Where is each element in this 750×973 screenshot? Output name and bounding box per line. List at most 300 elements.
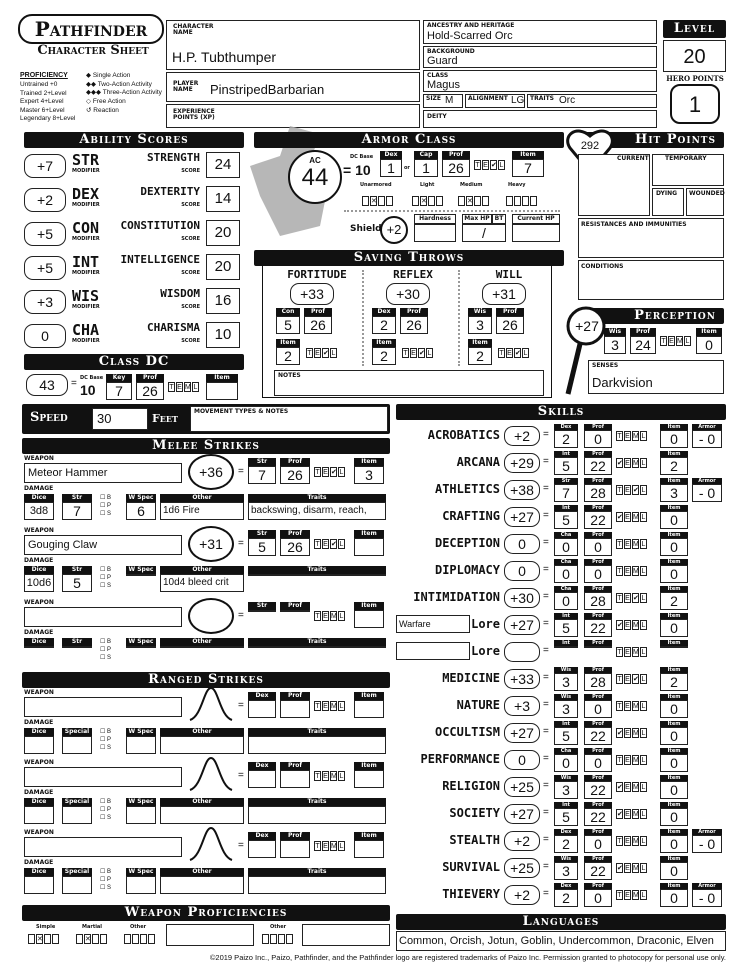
movement-notes[interactable]	[190, 406, 388, 432]
melee-1-other[interactable]: 1d6 Fire	[160, 502, 244, 520]
skill-diplomacy-item[interactable]: 0	[660, 565, 688, 583]
skill-religion-prof[interactable]: 22	[584, 781, 612, 799]
skill-thievery-prof[interactable]: 0	[584, 889, 612, 907]
skill-deception-item[interactable]: 0	[660, 538, 688, 556]
melee-3-dmg-str-label: Str	[62, 638, 92, 646]
skill-athletics-attr[interactable]: 7	[554, 484, 578, 502]
perception-total[interactable]: +27	[575, 318, 599, 334]
melee-2-item[interactable]	[354, 538, 384, 556]
skill-nature-total[interactable]: +3	[504, 696, 540, 716]
reflex-total[interactable]: +30	[386, 283, 430, 305]
skill-occultism-teml[interactable]: ✔ E M L	[617, 730, 646, 737]
skill-religion-teml[interactable]: ✔ E M L	[617, 784, 646, 791]
skill-stealth-total[interactable]: +2	[504, 831, 540, 851]
skill-survival-total[interactable]: +25	[504, 858, 540, 878]
ac-dex[interactable]: 1	[380, 159, 402, 177]
action-legend	[86, 72, 162, 116]
fortitude-prof[interactable]: 26	[304, 316, 332, 334]
skill-lore-8-total[interactable]	[504, 642, 540, 662]
skill-stealth-item[interactable]: 0	[660, 835, 688, 853]
ranged-1-special[interactable]	[62, 736, 92, 754]
skill-nature-attr[interactable]: 3	[554, 700, 578, 718]
skill-survival-item[interactable]: 0	[660, 862, 688, 880]
hp-current[interactable]	[578, 154, 650, 216]
skill-medicine-prof[interactable]: 28	[584, 673, 612, 691]
skill-diplomacy-prof[interactable]: 0	[584, 565, 612, 583]
skill-survival-attr[interactable]: 3	[554, 862, 578, 880]
ranged-3-teml[interactable]: T E M L	[315, 843, 344, 850]
melee-2-dmg-str-label: Str	[62, 566, 92, 574]
melee-3-traits-label: Traits	[248, 638, 386, 646]
resistances-label: RESISTANCES AND IMMUNITIES	[581, 221, 687, 228]
skill-crafting-prof[interactable]: 22	[584, 511, 612, 529]
skill-society-attr[interactable]: 5	[554, 808, 578, 826]
fortitude-attr[interactable]: 5	[276, 316, 300, 334]
ac-circle[interactable]	[288, 150, 342, 204]
skill-acrobatics-attr[interactable]: 2	[554, 430, 578, 448]
melee-3-traits[interactable]	[248, 646, 386, 648]
skill-lore-8-teml[interactable]: T E M L	[617, 649, 646, 656]
ranged-3-dex[interactable]	[248, 840, 276, 858]
will-item[interactable]: 2	[468, 347, 492, 365]
hp-wounded[interactable]	[686, 188, 724, 216]
save-notes[interactable]	[274, 370, 544, 396]
hardness[interactable]	[414, 224, 456, 242]
melee-1-item[interactable]: 3	[354, 466, 384, 484]
skill-athletics-teml[interactable]: T E ✔ L	[617, 487, 646, 494]
ranged-1-dex[interactable]	[248, 700, 276, 718]
skill-lore-7-prof[interactable]: 22	[584, 619, 612, 637]
dex-score[interactable]: 14	[206, 186, 240, 212]
skill-medicine-teml[interactable]: T E ✔ L	[617, 676, 646, 683]
melee-2-weapon-label: WEAPON	[24, 527, 54, 534]
skill-intimidation-total[interactable]: +30	[504, 588, 540, 608]
skill-society-teml[interactable]: ✔ E M L	[617, 811, 646, 818]
melee-3-attack-total[interactable]	[188, 598, 234, 634]
light-teml[interactable]: ✕	[412, 196, 444, 206]
melee-2-wspec[interactable]	[126, 574, 156, 576]
ranged-3-item[interactable]	[354, 840, 384, 858]
skill-crafting-attr[interactable]: 5	[554, 511, 578, 529]
skill-arcana-total[interactable]: +29	[504, 453, 540, 473]
skill-religion-total[interactable]: +25	[504, 777, 540, 797]
melee-3-dice[interactable]	[24, 646, 54, 648]
melee-1-dice[interactable]: 3d8	[24, 502, 54, 520]
skill-lore-8-topic[interactable]	[396, 642, 470, 660]
ranged-3-prof[interactable]	[280, 840, 310, 858]
character-name-box[interactable]	[166, 20, 420, 70]
skill-acrobatics-teml[interactable]: T E M L	[617, 433, 646, 440]
str-abbr: STR	[72, 151, 100, 169]
class-dc-base-label: DC Base	[80, 375, 104, 381]
skill-performance-item-label: Item	[660, 748, 688, 754]
skill-occultism-attr-label: Int	[554, 721, 578, 727]
skill-thievery-item[interactable]: 0	[660, 889, 688, 907]
ranged-1-prof-label: Prof	[280, 692, 310, 700]
melee-2-dmg-str[interactable]: 5	[62, 574, 92, 592]
ranged-1-damage-label: DAMAGE	[24, 719, 54, 726]
int-abbr: INT	[72, 253, 100, 271]
skill-athletics-prof-label: Prof	[584, 478, 612, 484]
shield-maxhp[interactable]: /	[462, 224, 506, 242]
background-box[interactable]	[423, 46, 657, 68]
ranged-1-weapon[interactable]	[24, 697, 182, 717]
unarmored-teml[interactable]: ✕	[362, 196, 394, 206]
ranged-1-dice[interactable]	[24, 736, 54, 754]
reflex-attr[interactable]: 2	[372, 316, 396, 334]
skill-acrobatics-item[interactable]: 0	[660, 430, 688, 448]
ranged-1-other[interactable]	[160, 736, 244, 754]
melee-2-other[interactable]: 10d4 bleed crit	[160, 574, 244, 592]
skill-religion-attr[interactable]: 3	[554, 781, 578, 799]
melee-2-traits-label: Traits	[248, 566, 386, 574]
skill-diplomacy-attr[interactable]: 0	[554, 565, 578, 583]
skill-lore-8-attr[interactable]	[554, 646, 578, 648]
deity-box[interactable]	[423, 110, 657, 128]
skill-athletics-item[interactable]: 3	[660, 484, 688, 502]
skill-intimidation-prof[interactable]: 28	[584, 592, 612, 610]
level[interactable]: 20	[663, 40, 726, 72]
skill-thievery-teml[interactable]: T E M L	[617, 892, 646, 899]
reflex-teml[interactable]: T E ✔ L	[403, 350, 432, 357]
ac-base: 10	[355, 162, 371, 178]
size-box[interactable]	[423, 94, 463, 108]
skill-crafting-teml[interactable]: ✔ E M L	[617, 514, 646, 521]
int-modifier[interactable]: +5	[24, 256, 66, 280]
melee-2-str[interactable]: 5	[248, 538, 276, 556]
ac-teml[interactable]: T E ✔ L	[475, 162, 504, 169]
melee-1-teml[interactable]: T E ✔ L	[315, 469, 344, 476]
perception-prof[interactable]: 24	[630, 336, 656, 354]
skill-arcana-attr[interactable]: 5	[554, 457, 578, 475]
skill-medicine-total[interactable]: +33	[504, 669, 540, 689]
ranged-1-traits[interactable]	[248, 736, 386, 754]
alignment-box[interactable]	[465, 94, 525, 108]
ac-item[interactable]: 7	[512, 159, 544, 177]
melee-2-teml[interactable]: T E ✔ L	[315, 541, 344, 548]
skill-religion-equals: =	[543, 780, 549, 791]
will-prof[interactable]: 26	[496, 316, 524, 334]
melee-1-prof[interactable]: 26	[280, 466, 310, 484]
ranged-2-traits[interactable]	[248, 806, 386, 824]
ac-label: AC	[309, 156, 321, 165]
ranged-3-special[interactable]	[62, 876, 92, 894]
melee-1-weapon[interactable]: Meteor Hammer	[24, 463, 182, 483]
skill-athletics-total[interactable]: +38	[504, 480, 540, 500]
skill-diplomacy-attr-label: Cha	[554, 559, 578, 565]
other-prof-field[interactable]	[166, 924, 254, 946]
ranged-1-damage-type[interactable]: ☐ B ☐ P ☐ S	[100, 729, 112, 751]
skill-nature-prof[interactable]: 0	[584, 700, 612, 718]
skill-nature-teml[interactable]: T E M L	[617, 703, 646, 710]
str-score[interactable]: 24	[206, 152, 240, 178]
skill-lore-8-prof-label: Prof	[584, 640, 612, 646]
melee-2-weapon[interactable]: Gouging Claw	[24, 535, 182, 555]
melee-2-str-label: Str	[248, 530, 276, 538]
melee-1-str[interactable]: 7	[248, 466, 276, 484]
skill-arcana-attr-label: Int	[554, 451, 578, 457]
cha-score[interactable]: 10	[206, 322, 240, 348]
class-dc-title: Class DC	[24, 354, 244, 370]
martial-teml[interactable]: ✕	[76, 934, 108, 944]
ranged-2-teml[interactable]: T E M L	[315, 773, 344, 780]
shield-currenthp[interactable]	[512, 224, 560, 242]
skill-performance-attr[interactable]: 0	[554, 754, 578, 772]
skill-religion-item[interactable]: 0	[660, 781, 688, 799]
skill-medicine-item[interactable]: 2	[660, 673, 688, 691]
resistances-box[interactable]	[578, 218, 724, 258]
heavy-teml[interactable]	[506, 196, 538, 206]
skill-survival-teml[interactable]: ✔ E M L	[617, 865, 646, 872]
skill-lore-7-attr[interactable]: 5	[554, 619, 578, 637]
skill-nature-prof-label: Prof	[584, 694, 612, 700]
ranged-2-dex-label: Dex	[248, 762, 276, 770]
skill-stealth-teml[interactable]: T E M L	[617, 838, 646, 845]
melee-1-traits[interactable]: backswing, disarm, reach,	[248, 502, 386, 520]
skill-intimidation-attr[interactable]: 0	[554, 592, 578, 610]
shield-value[interactable]: +2	[380, 216, 408, 244]
skill-thievery-attr[interactable]: 2	[554, 889, 578, 907]
melee-2-traits[interactable]	[248, 574, 386, 576]
reflex-prof[interactable]: 26	[400, 316, 428, 334]
medium-teml[interactable]: ✕	[458, 196, 490, 206]
melee-3-prof[interactable]	[280, 610, 310, 612]
perception-teml[interactable]: T E M L	[661, 338, 690, 345]
perception-item[interactable]: 0	[696, 336, 722, 354]
skill-deception-attr[interactable]: 0	[554, 538, 578, 556]
skill-intimidation-item[interactable]: 2	[660, 592, 688, 610]
movement-notes-label: MOVEMENT TYPES & NOTES	[194, 408, 289, 415]
ranged-2-weapon[interactable]	[24, 767, 182, 787]
reflex-item[interactable]: 2	[372, 347, 396, 365]
ranged-2-dice[interactable]	[24, 806, 54, 824]
perception-wis[interactable]: 3	[604, 336, 626, 354]
skill-lore-7-teml[interactable]: ✔ E M L	[617, 622, 646, 629]
skill-thievery-armor[interactable]: - 0	[692, 889, 722, 907]
skill-lore-8-item-label: Item	[660, 640, 688, 646]
melee-3-dmg-str[interactable]	[62, 646, 92, 648]
skill-acrobatics-name: ACROBATICS	[427, 428, 500, 442]
class-dc-prof[interactable]: 26	[136, 382, 164, 400]
skill-lore-8-prof[interactable]	[584, 646, 612, 648]
ranged-2-other[interactable]	[160, 806, 244, 824]
action-line: Single Action	[92, 72, 131, 79]
skill-diplomacy-teml[interactable]: T E M L	[617, 568, 646, 575]
skill-arcana-item[interactable]: 2	[660, 457, 688, 475]
fortitude-teml[interactable]: T E ✔ L	[307, 350, 336, 357]
skill-occultism-item[interactable]: 0	[660, 727, 688, 745]
fortitude-item[interactable]: 2	[276, 347, 300, 365]
hero-points[interactable]: 1	[670, 84, 720, 124]
melee-3-other[interactable]	[160, 646, 244, 648]
simple-teml[interactable]: ✕	[28, 934, 60, 944]
ranged-3-dice[interactable]	[24, 876, 54, 894]
skill-arcana-name: ARCANA	[456, 455, 500, 469]
melee-3-teml[interactable]: T E M L	[315, 613, 344, 620]
skill-society-item[interactable]: 0	[660, 808, 688, 826]
skill-lore-7-topic[interactable]: Warfare	[396, 615, 470, 633]
will-teml[interactable]: T E ✔ L	[499, 350, 528, 357]
skill-athletics-armor[interactable]: - 0	[692, 484, 722, 502]
skill-lore-8-name: Lore	[471, 644, 500, 658]
skill-diplomacy-name: DIPLOMACY	[434, 563, 500, 577]
ranged-2-dex[interactable]	[248, 770, 276, 788]
ranged-1-prof[interactable]	[280, 700, 310, 718]
melee-1-dmg-str[interactable]: 7	[62, 502, 92, 520]
skill-deception-teml[interactable]: T E M L	[617, 541, 646, 548]
languages[interactable]: Common, Orcish, Jotun, Goblin, Undercommon, Draconic, Elven	[396, 931, 726, 951]
skill-performance-item[interactable]: 0	[660, 754, 688, 772]
ranged-2-damage-type[interactable]: ☐ B ☐ P ☐ S	[100, 799, 112, 821]
other-prof-teml[interactable]	[124, 934, 156, 944]
class-dc-teml[interactable]: T E M L	[169, 384, 198, 391]
skill-deception-item-label: Item	[660, 532, 688, 538]
skill-lore-8-item[interactable]	[660, 646, 688, 648]
con-modifier[interactable]: +5	[24, 222, 66, 246]
class-dc-value[interactable]: 43	[26, 374, 68, 396]
melee-2-prof[interactable]: 26	[280, 538, 310, 556]
skill-intimidation-item-label: Item	[660, 586, 688, 592]
skill-intimidation-teml[interactable]: T E ✔ L	[617, 595, 646, 602]
melee-3-str[interactable]	[248, 610, 276, 612]
skill-arcana-teml[interactable]: ✔ E M L	[617, 460, 646, 467]
other-prof-label: Other	[130, 924, 147, 930]
player-name-box[interactable]	[166, 72, 420, 102]
melee-3-wspec[interactable]	[126, 646, 156, 648]
skill-crafting-total[interactable]: +27	[504, 507, 540, 527]
skill-arcana-prof-label: Prof	[584, 451, 612, 457]
skill-occultism-prof[interactable]: 22	[584, 727, 612, 745]
skill-stealth-armor[interactable]: - 0	[692, 835, 722, 853]
skill-acrobatics-total[interactable]: +2	[504, 426, 540, 446]
ranged-1-item[interactable]	[354, 700, 384, 718]
skill-deception-total[interactable]: 0	[504, 534, 540, 554]
prof-line: Trained 2+Level	[20, 89, 67, 97]
skill-acrobatics-armor[interactable]: - 0	[692, 430, 722, 448]
hp-wounded-label: WOUNDED	[689, 190, 725, 197]
reflex-item-label: Item	[372, 339, 396, 347]
skill-thievery-total[interactable]: +2	[504, 885, 540, 905]
xp-box[interactable]	[166, 104, 420, 128]
ranged-2-special[interactable]	[62, 806, 92, 824]
skill-athletics-prof[interactable]: 28	[584, 484, 612, 502]
other-prof-teml-2[interactable]	[262, 934, 294, 944]
hp-temporary[interactable]	[652, 154, 724, 186]
fortitude-divider	[362, 270, 364, 366]
wis-modifier[interactable]: +3	[24, 290, 66, 314]
skill-performance-total[interactable]: 0	[504, 750, 540, 770]
melee-1-damage-type[interactable]: ☐ B ☐ P ☐ S	[100, 495, 112, 517]
skill-crafting-item[interactable]: 0	[660, 511, 688, 529]
ac-cap[interactable]: 1	[414, 159, 438, 177]
melee-3-damage-type[interactable]: ☐ B ☐ P ☐ S	[100, 639, 112, 661]
melee-3-item[interactable]	[354, 610, 384, 628]
ranged-3-wspec[interactable]	[126, 876, 156, 894]
dex-modifier[interactable]: +2	[24, 188, 66, 212]
dex-modifier-label: MODIFIER	[72, 202, 100, 208]
skill-acrobatics-prof[interactable]: 0	[584, 430, 612, 448]
skill-performance-prof[interactable]: 0	[584, 754, 612, 772]
melee-2-damage-type[interactable]: ☐ B ☐ P ☐ S	[100, 567, 112, 589]
skill-stealth-attr[interactable]: 2	[554, 835, 578, 853]
other-prof-label-2: Other	[270, 924, 287, 930]
fortitude-total[interactable]: +33	[290, 283, 334, 305]
perception-title: Perception	[588, 308, 724, 324]
skill-lore-7-total[interactable]: +27	[504, 615, 540, 635]
skill-occultism-item-label: Item	[660, 721, 688, 727]
ranged-2-item[interactable]	[354, 770, 384, 788]
skill-arcana-prof[interactable]: 22	[584, 457, 612, 475]
class-box[interactable]	[423, 70, 657, 92]
skill-occultism-total[interactable]: +27	[504, 723, 540, 743]
melee-2-dice[interactable]: 10d6	[24, 574, 54, 592]
cha-modifier[interactable]: 0	[24, 324, 66, 348]
melee-1-attack-total[interactable]: +36	[188, 454, 234, 490]
skill-survival-prof[interactable]: 22	[584, 862, 612, 880]
ac-prof[interactable]: 26	[442, 159, 470, 177]
dex-score-label: SCORE	[181, 202, 200, 208]
skill-performance-teml[interactable]: T E M L	[617, 757, 646, 764]
class-dc-key[interactable]: 7	[106, 382, 132, 400]
traits-box[interactable]	[527, 94, 657, 108]
int-score[interactable]: 20	[206, 254, 240, 280]
other-prof-field-2[interactable]	[302, 924, 390, 946]
skill-nature-item[interactable]: 0	[660, 700, 688, 718]
ranged-3-damage-type[interactable]: ☐ B ☐ P ☐ S	[100, 869, 112, 891]
ranged-1-wspec[interactable]	[126, 736, 156, 754]
con-score[interactable]: 20	[206, 220, 240, 246]
will-attr[interactable]: 3	[468, 316, 492, 334]
conditions-box[interactable]	[578, 260, 724, 300]
ancestry-box[interactable]	[423, 20, 657, 44]
skill-religion-attr-label: Wis	[554, 775, 578, 781]
melee-2-attack-total[interactable]: +31	[188, 526, 234, 562]
ranged-3-traits-label: Traits	[248, 868, 386, 876]
skill-performance-equals: =	[543, 753, 549, 764]
shield-maxhp-label: Max HP	[462, 214, 492, 224]
skill-medicine-attr[interactable]: 3	[554, 673, 578, 691]
melee-1-wspec[interactable]: 6	[126, 502, 156, 520]
ranged-2-wspec[interactable]	[126, 806, 156, 824]
skill-diplomacy-total[interactable]: 0	[504, 561, 540, 581]
wis-score[interactable]: 16	[206, 288, 240, 314]
ranged-3-other[interactable]	[160, 876, 244, 894]
speed-value[interactable]: 30	[92, 408, 148, 430]
skill-society-total[interactable]: +27	[504, 804, 540, 824]
skill-survival-prof-label: Prof	[584, 856, 612, 862]
skill-intimidation-equals: =	[543, 591, 549, 602]
ranged-3-weapon[interactable]	[24, 837, 182, 857]
skill-lore-7-item[interactable]: 0	[660, 619, 688, 637]
ranged-3-traits[interactable]	[248, 876, 386, 894]
hp-max[interactable]: 292	[580, 140, 600, 152]
senses-box[interactable]	[588, 360, 724, 394]
will-total[interactable]: +31	[482, 283, 526, 305]
hp-dying[interactable]	[652, 188, 684, 216]
melee-strikes-title: Melee Strikes	[22, 438, 390, 454]
ranged-2-prof[interactable]	[280, 770, 310, 788]
skill-performance-name: PERFORMANCE	[420, 752, 500, 766]
str-modifier[interactable]: +7	[24, 154, 66, 178]
skill-society-prof[interactable]: 22	[584, 808, 612, 826]
melee-3-weapon[interactable]	[24, 607, 182, 627]
skill-deception-prof[interactable]: 0	[584, 538, 612, 556]
ranged-1-teml[interactable]: T E M L	[315, 703, 344, 710]
skill-occultism-attr[interactable]: 5	[554, 727, 578, 745]
melee-3-prof-label: Prof	[280, 602, 310, 610]
class-dc-item[interactable]	[206, 382, 238, 400]
skill-stealth-prof[interactable]: 0	[584, 835, 612, 853]
